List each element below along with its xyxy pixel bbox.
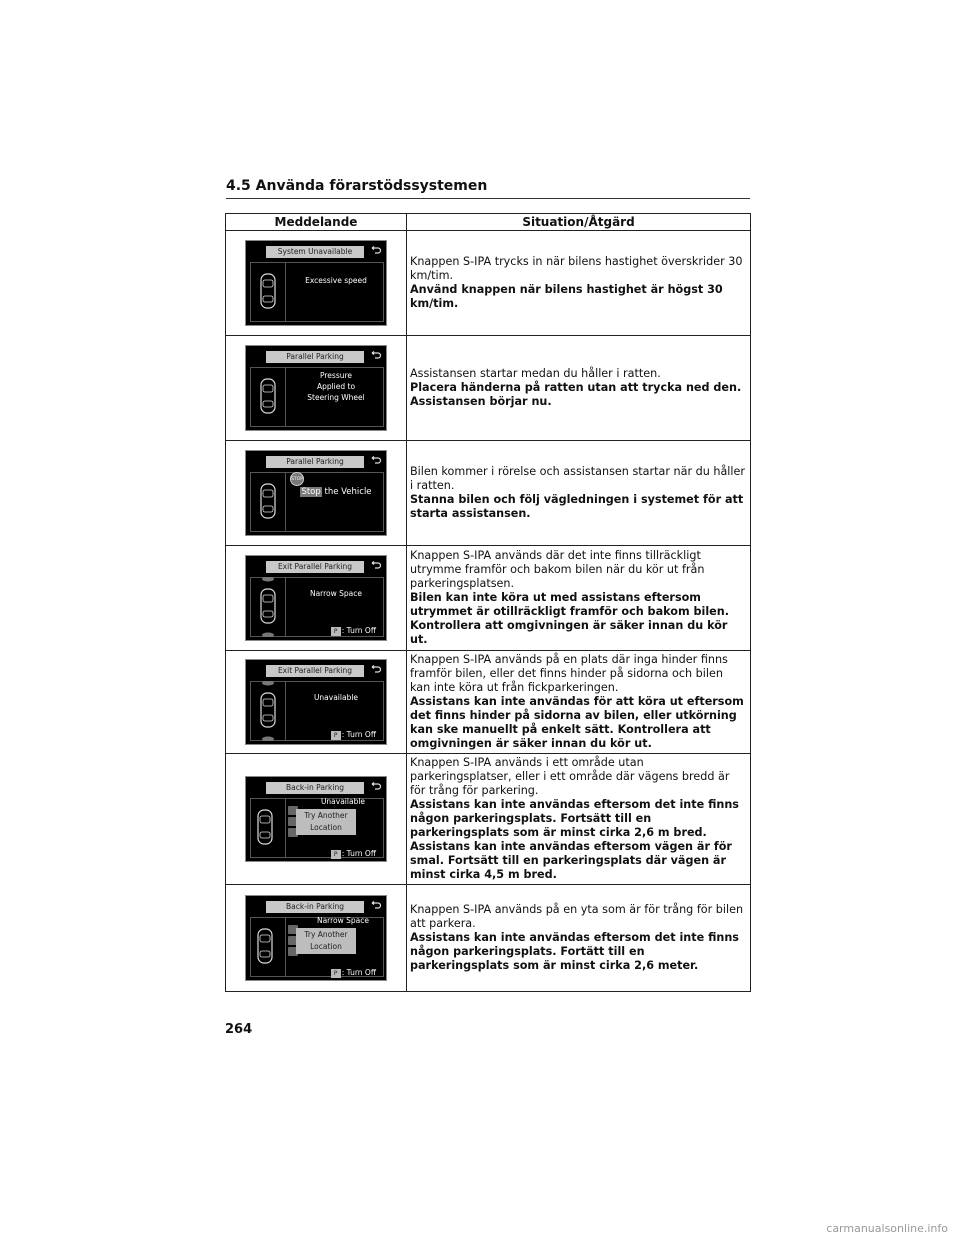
parking-assist-icon: P bbox=[331, 850, 341, 859]
screen-title: Exit Parallel Parking bbox=[266, 561, 364, 573]
table-row bbox=[226, 651, 751, 754]
column-header-message: Meddelande bbox=[226, 214, 407, 231]
back-arrow-icon bbox=[370, 900, 382, 912]
button-line: Location bbox=[310, 942, 342, 951]
screen-stop-vehicle bbox=[245, 450, 387, 536]
screen-message-rest: the Vehicle bbox=[324, 487, 372, 497]
watermark: carmanualsonline.info bbox=[826, 1222, 948, 1235]
table-row bbox=[226, 336, 751, 441]
back-arrow-icon bbox=[370, 664, 382, 676]
screen-message: Excessive speed bbox=[305, 276, 367, 285]
turn-off-label: : Turn Off bbox=[341, 849, 376, 858]
situation-text: Knappen S-IPA används i ett område utan parkeringsplatser, eller i ett område där vägens bredd är för trång för parkering. bbox=[410, 756, 730, 797]
parking-assist-icon: P bbox=[331, 969, 341, 978]
turn-off-control[interactable] bbox=[331, 849, 376, 859]
action-text: Assistans kan inte användas eftersom det inte finns någon parkeringsplats. Fortsätt till en parkeringsplats som är minst cirka 2,6 m bred. bbox=[410, 798, 739, 839]
situation-cell bbox=[407, 754, 751, 885]
action-text: Assistans kan inte användas eftersom det inte finns någon parkeringsplats. Fortätt till en parkeringsplats som är minst cirka 2,6 meter. bbox=[410, 931, 739, 972]
page-number: 264 bbox=[225, 1022, 253, 1037]
message-table bbox=[225, 213, 751, 992]
back-arrow-icon bbox=[370, 350, 382, 362]
section-header: 4.5 Använda förarstödssystemen bbox=[226, 178, 750, 199]
action-text: Assistans kan inte användas för att köra ut eftersom det finns hinder på sidorna av bilen, eller utkörning kan ske manuellt på enkelt sätt. Kontrollera att omgivningen är säker innan du kör ut. bbox=[410, 695, 744, 750]
situation-cell bbox=[407, 231, 751, 336]
screen-message bbox=[288, 370, 384, 403]
screen-cell bbox=[226, 231, 407, 336]
turn-off-control[interactable] bbox=[331, 968, 376, 978]
screen-backin-narrow-space bbox=[245, 895, 387, 981]
action-text-2: Assistans kan inte användas eftersom vägen är för smal. Fortsätt till en parkeringsplats där vägen är minst cirka 4,5 m bred. bbox=[410, 840, 732, 881]
turn-off-label: : Turn Off bbox=[341, 968, 376, 977]
situation-cell bbox=[407, 651, 751, 754]
situation-cell bbox=[407, 336, 751, 441]
table-header-row bbox=[226, 214, 751, 231]
screen-message-line: Applied to bbox=[316, 382, 356, 391]
screen-cell bbox=[226, 651, 407, 754]
try-another-location-button[interactable] bbox=[296, 809, 356, 835]
screen-pressure-applied bbox=[245, 345, 387, 431]
car-top-view-icon bbox=[250, 798, 286, 858]
situation-cell bbox=[407, 546, 751, 651]
screen-message: Unavailable bbox=[320, 797, 366, 806]
column-header-situation: Situation/Åtgärd bbox=[407, 214, 751, 231]
situation-text: Knappen S-IPA trycks in när bilens hastighet överskrider 30 km/tim. bbox=[410, 255, 743, 282]
situation-text: Assistansen startar medan du håller i ratten. bbox=[410, 367, 661, 380]
screen-system-unavailable bbox=[245, 240, 387, 326]
car-top-view-icon bbox=[250, 367, 286, 427]
button-line: Try Another bbox=[304, 930, 348, 939]
parking-assist-icon: P bbox=[331, 731, 341, 740]
screen-message-highlight: Stop bbox=[301, 487, 321, 497]
car-top-view-icon bbox=[250, 472, 286, 532]
action-text: Använd knappen när bilens hastighet är högst 30 km/tim. bbox=[410, 283, 723, 310]
screen-cell bbox=[226, 441, 407, 546]
back-arrow-icon bbox=[370, 560, 382, 572]
turn-off-label: : Turn Off bbox=[341, 730, 376, 739]
parking-assist-icon: P bbox=[331, 627, 341, 636]
back-arrow-icon bbox=[370, 245, 382, 257]
table-row bbox=[226, 546, 751, 651]
screen-message bbox=[288, 487, 384, 498]
button-line: Location bbox=[310, 823, 342, 832]
car-top-view-icon bbox=[250, 262, 286, 322]
screen-exit-narrow-space bbox=[245, 555, 387, 641]
screen-title: System Unavailable bbox=[266, 246, 364, 258]
screen-cell bbox=[226, 754, 407, 885]
screen-title: Back-in Parking bbox=[266, 782, 364, 794]
situation-text: Knappen S-IPA används där det inte finns tillräckligt utrymme framför och bakom bilen när du kör ut från parkeringsplatsen. bbox=[410, 549, 705, 590]
screen-message: Narrow Space bbox=[316, 916, 370, 925]
screen-title: Parallel Parking bbox=[266, 456, 364, 468]
car-top-view-icon bbox=[250, 917, 286, 977]
screen-exit-unavailable bbox=[245, 659, 387, 745]
screen-message-line: Steering Wheel bbox=[307, 393, 365, 402]
action-text: Placera händerna på ratten utan att trycka ned den. Assistansen börjar nu. bbox=[410, 381, 742, 408]
situation-text: Knappen S-IPA används på en plats där inga hinder finns framför bilen, eller det finns hinder på sidorna och bilen kan inte köra ut från fickparkeringen. bbox=[410, 653, 728, 694]
car-top-view-icon bbox=[250, 681, 286, 741]
car-top-view-icon bbox=[250, 577, 286, 637]
table-row bbox=[226, 231, 751, 336]
screen-cell bbox=[226, 885, 407, 992]
action-text: Stanna bilen och följ vägledningen i systemet för att starta assistansen. bbox=[410, 493, 744, 520]
screen-cell bbox=[226, 546, 407, 651]
situation-cell bbox=[407, 441, 751, 546]
action-text: Bilen kan inte köra ut med assistans eftersom utrymmet är otillräckligt framför och bakom bilen. Kontrollera att omgivningen är säker innan du kör ut. bbox=[410, 591, 729, 646]
situation-text: Bilen kommer i rörelse och assistansen startar när du håller i ratten. bbox=[410, 465, 746, 492]
turn-off-control[interactable] bbox=[331, 626, 376, 636]
table-row bbox=[226, 885, 751, 992]
turn-off-control[interactable] bbox=[331, 730, 376, 740]
screen-message-line: Pressure bbox=[319, 371, 353, 380]
table-row bbox=[226, 441, 751, 546]
screen-title: Parallel Parking bbox=[266, 351, 364, 363]
table-row bbox=[226, 754, 751, 885]
screen-backin-unavailable bbox=[245, 776, 387, 862]
situation-cell bbox=[407, 885, 751, 992]
screen-title: Exit Parallel Parking bbox=[266, 665, 364, 677]
screen-title: Back-in Parking bbox=[266, 901, 364, 913]
try-another-location-button[interactable] bbox=[296, 928, 356, 954]
screen-message: Unavailable bbox=[313, 693, 359, 702]
stop-sign-icon: STOP bbox=[290, 472, 304, 486]
button-line: Try Another bbox=[304, 811, 348, 820]
screen-message: Narrow Space bbox=[309, 589, 363, 598]
turn-off-label: : Turn Off bbox=[341, 626, 376, 635]
back-arrow-icon bbox=[370, 781, 382, 793]
screen-cell bbox=[226, 336, 407, 441]
situation-text: Knappen S-IPA används på en yta som är för trång för bilen att parkera. bbox=[410, 903, 744, 930]
back-arrow-icon bbox=[370, 455, 382, 467]
